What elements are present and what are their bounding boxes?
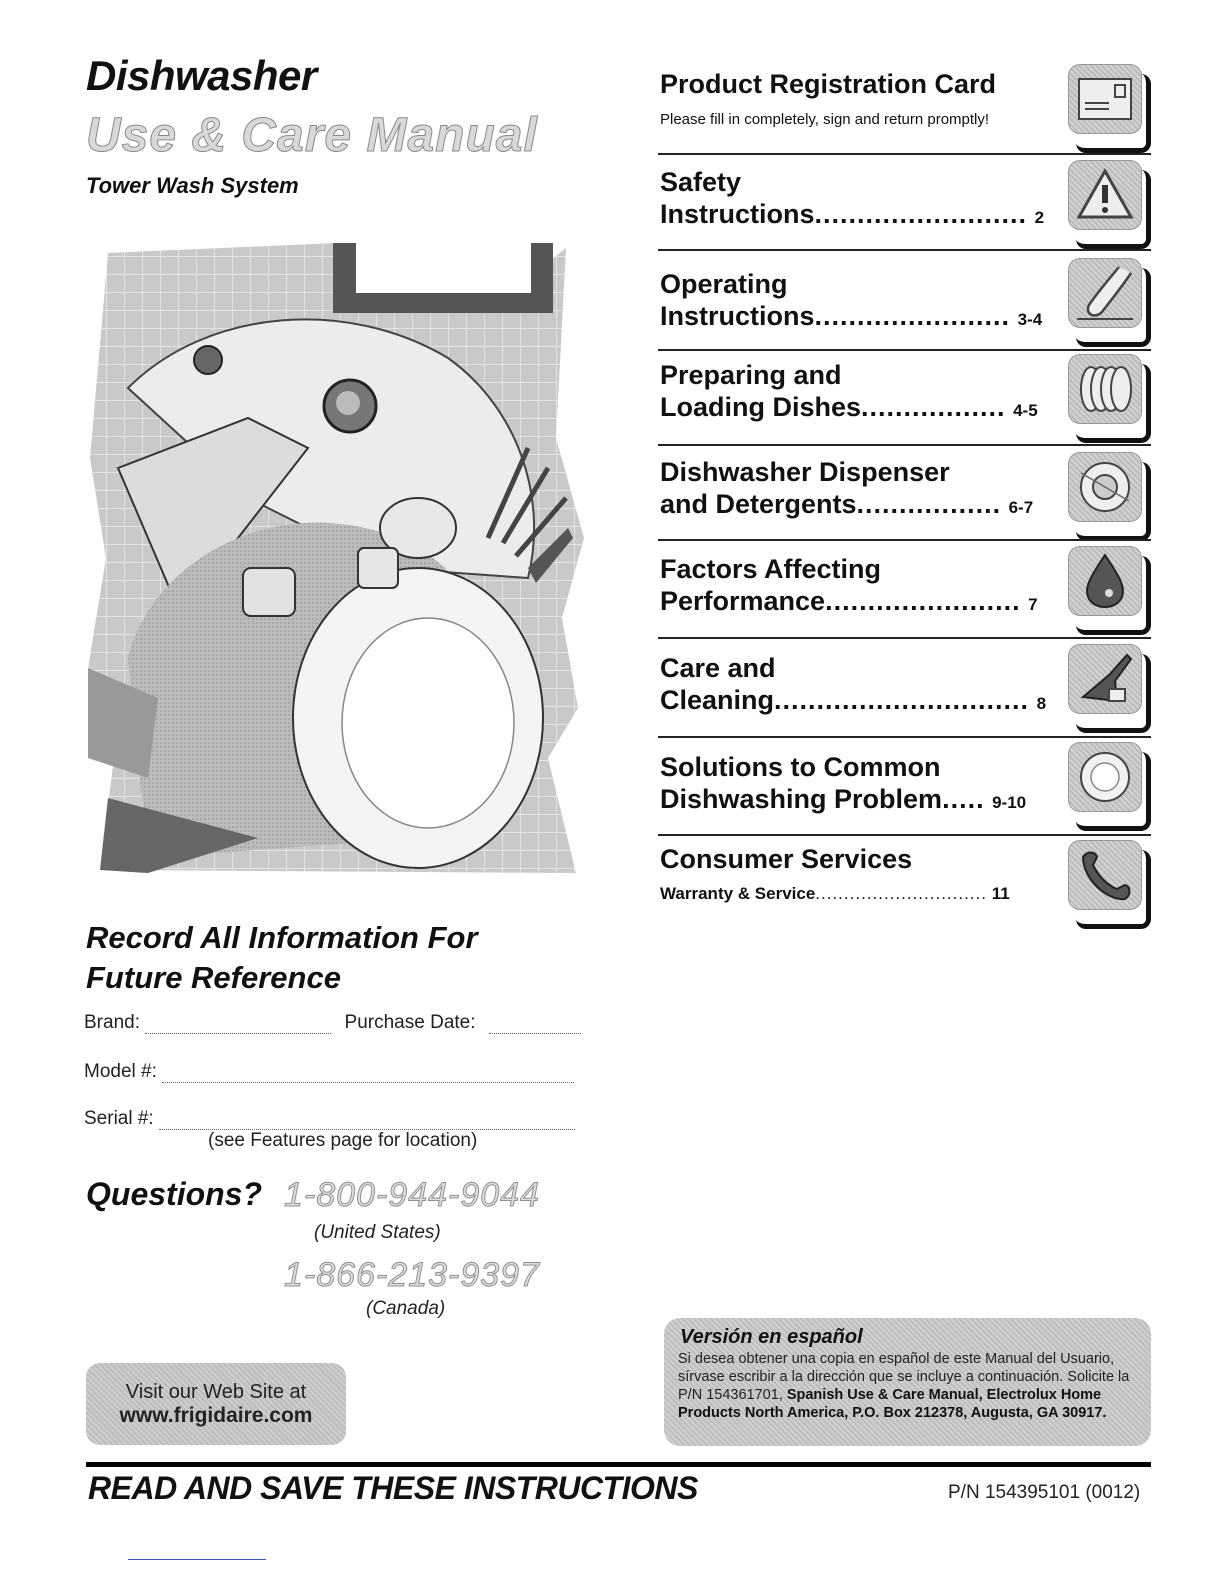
us-label: (United States) — [314, 1222, 441, 1243]
toc-page-number: 2 — [1034, 208, 1045, 227]
toc-item-line2: Performance — [660, 586, 826, 616]
manual-subtitle: Use & Care Manual — [86, 109, 538, 162]
toc-item-line1: Dishwasher Dispenser — [660, 457, 950, 487]
finger-press-icon — [1068, 258, 1142, 328]
toc-consumer-sub-row[interactable] — [660, 884, 1010, 904]
brand-field[interactable] — [84, 1012, 581, 1034]
spanish-title: Versión en español — [680, 1326, 863, 1348]
dishwasher-illustration — [88, 238, 584, 878]
toc-item-line2: Dishwashing Problem — [660, 784, 943, 814]
toc-item-solutions[interactable] — [660, 751, 1026, 819]
toc-item-dispenser[interactable] — [660, 456, 1033, 524]
toc-dots: ..... — [942, 784, 985, 814]
toc-item-line2: Instructions — [660, 199, 815, 229]
brand-label: Brand: — [84, 1012, 140, 1033]
toc-dots: ................. — [856, 489, 1002, 519]
purchase-date-line[interactable] — [489, 1015, 581, 1034]
toc-page-number: 7 — [1028, 595, 1038, 614]
toc-item-operating[interactable] — [660, 268, 1042, 336]
serial-field[interactable] — [84, 1108, 575, 1130]
toc-divider — [658, 444, 1151, 446]
canada-label: (Canada) — [366, 1298, 446, 1319]
toc-registration-title[interactable]: Product Registration Card — [660, 69, 997, 99]
toc-page-number: 3-4 — [1017, 310, 1043, 329]
toc-item-line2: Cleaning — [660, 685, 775, 715]
toc-divider — [658, 834, 1151, 836]
toc-item-safety[interactable] — [660, 166, 1044, 234]
envelope-icon — [1068, 64, 1142, 134]
toc-registration-sub: Please fill in completely, sign and return promptly! — [660, 111, 990, 128]
phone-canada[interactable]: 1-866-213-9397 — [284, 1256, 540, 1294]
decorative-line — [128, 1559, 266, 1560]
model-field[interactable] — [84, 1061, 574, 1083]
model-label: Model #: — [84, 1061, 157, 1082]
serial-line[interactable] — [159, 1111, 575, 1130]
toc-item-preparing[interactable] — [660, 359, 1038, 427]
toc-divider — [658, 539, 1151, 541]
phone-icon — [1068, 840, 1142, 910]
toc-dots: ......................... — [814, 199, 1028, 229]
toc-page-number: 9-10 — [992, 793, 1027, 812]
manual-title: Dishwasher — [86, 52, 317, 99]
cleaning-hand-icon — [1068, 644, 1142, 714]
dispenser-icon — [1068, 452, 1142, 522]
read-and-save-banner: READ AND SAVE THESE INSTRUCTIONS — [88, 1470, 698, 1506]
product-tagline: Tower Wash System — [86, 173, 299, 198]
website-url[interactable]: www.frigidaire.com — [119, 1404, 313, 1427]
spanish-body-text: Si desea obtener una copia en español de este Manual del Usuario, sírvase escribir a la dirección que se incluye a continuación. Solicite la P/N 154361701, — [678, 1351, 1130, 1403]
part-number: P/N 154395101 (0012) — [948, 1482, 1141, 1503]
phone-us[interactable]: 1-800-944-9044 — [284, 1176, 540, 1214]
toc-dots: ....................... — [814, 301, 1011, 331]
toc-page-number: 6-7 — [1008, 498, 1034, 517]
toc-item-line1: Operating — [660, 269, 788, 299]
serial-note: (see Features page for location) — [208, 1130, 478, 1151]
water-drop-icon — [1068, 546, 1142, 616]
toc-dots: .............................. — [774, 685, 1030, 715]
toc-divider — [658, 637, 1151, 639]
toc-item-factors[interactable] — [660, 553, 1038, 621]
toc-item-line2: and Detergents — [660, 489, 857, 519]
website-box[interactable] — [86, 1363, 346, 1445]
toc-divider — [658, 736, 1151, 738]
spanish-address: Spanish Use & Care Manual, Electrolux Home Products North America, P.O. Box 212378, Augusta, GA 30917. — [678, 1387, 1107, 1421]
model-line[interactable] — [162, 1064, 574, 1083]
toc-item-line1: Safety — [660, 167, 742, 197]
spanish-version-box — [664, 1318, 1151, 1446]
warning-icon — [1068, 160, 1142, 230]
toc-item-line2: Loading Dishes — [660, 392, 862, 422]
spanish-body — [678, 1350, 1140, 1422]
plates-icon — [1068, 354, 1142, 424]
toc-dots: .............................. — [815, 884, 987, 903]
purchase-date-label: Purchase Date: — [344, 1012, 476, 1033]
record-info-heading: Record All Information For Future Reference — [86, 920, 478, 995]
toc-page-number: 11 — [991, 884, 1010, 903]
dish-icon — [1068, 742, 1142, 812]
toc-item-line1: Preparing and — [660, 360, 842, 390]
toc-page-number: 4-5 — [1013, 401, 1038, 420]
toc-item-line1: Factors Affecting — [660, 554, 882, 584]
toc-divider — [658, 249, 1151, 251]
toc-divider — [658, 153, 1151, 155]
toc-divider — [658, 349, 1151, 351]
toc-dots: ................. — [861, 392, 1006, 422]
toc-item-line1: Solutions to Common — [660, 752, 941, 782]
questions-label: Questions? — [86, 1176, 263, 1212]
toc-item-line1: Care and — [660, 653, 776, 683]
website-label: Visit our Web Site at — [125, 1381, 307, 1403]
toc-consumer-title[interactable]: Consumer Services — [660, 844, 913, 874]
toc-dots: ....................... — [825, 586, 1021, 616]
serial-label: Serial #: — [84, 1108, 154, 1129]
footer-rule — [86, 1462, 1151, 1467]
toc-consumer-sub: Warranty & Service — [660, 884, 816, 903]
toc-item-care[interactable] — [660, 652, 1046, 720]
toc-item-line2: Instructions — [660, 301, 815, 331]
brand-line[interactable] — [145, 1015, 331, 1034]
toc-page-number: 8 — [1036, 694, 1047, 713]
